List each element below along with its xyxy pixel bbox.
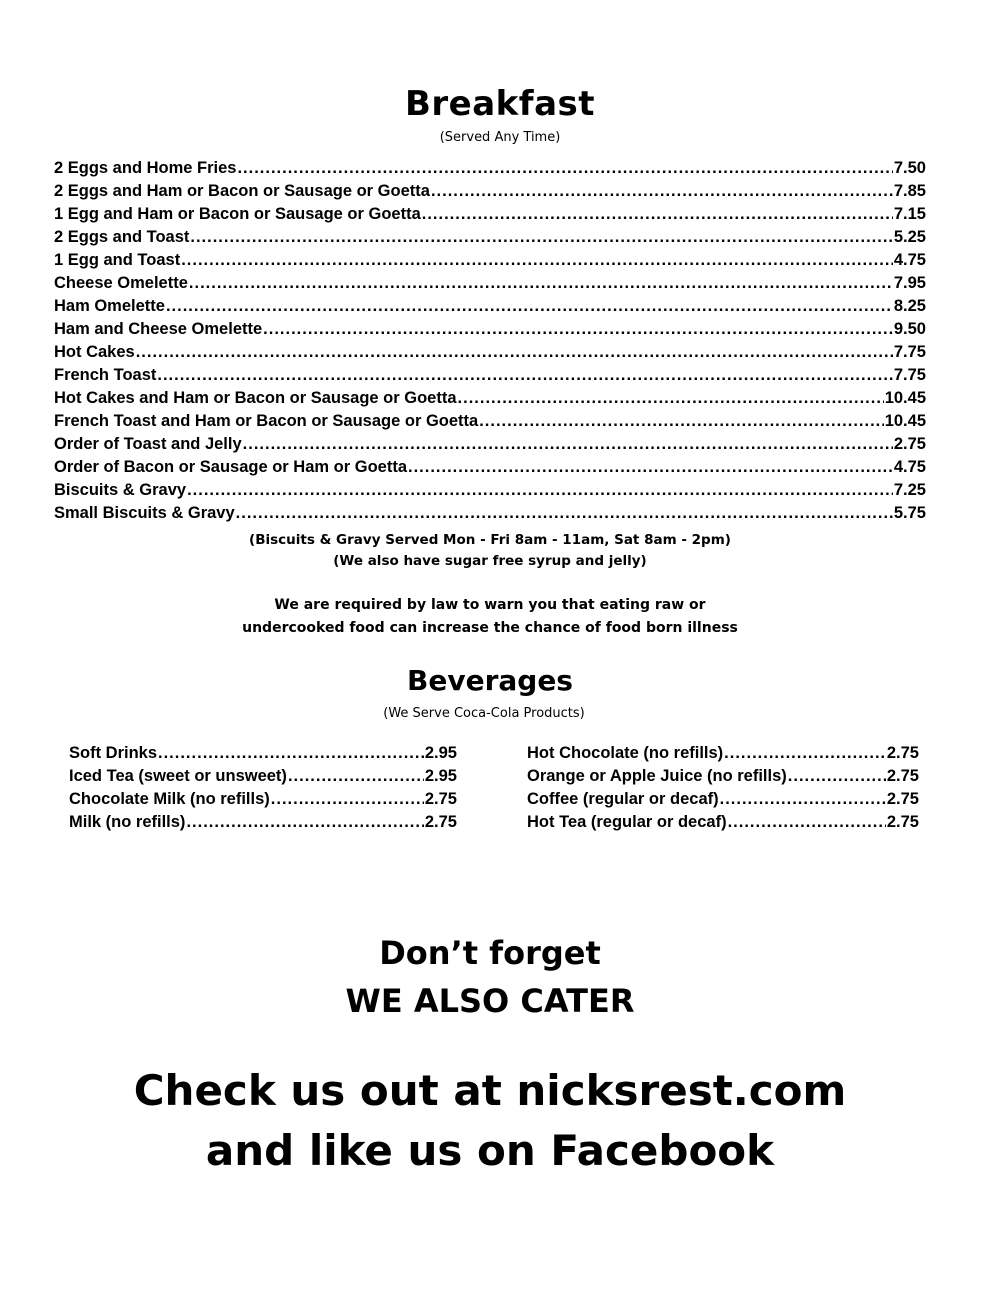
breakfast-item-row xyxy=(54,389,926,412)
item-name: Orange or Apple Juice (no refills) xyxy=(527,767,787,785)
dot-leader xyxy=(237,159,892,178)
beverage-item-row xyxy=(69,744,457,767)
item-name: Hot Tea (regular or decaf) xyxy=(527,813,727,831)
dot-leader xyxy=(157,366,892,385)
item-name: 1 Egg and Toast xyxy=(54,251,181,269)
item-price: 2.75 xyxy=(893,435,926,453)
item-price: 5.25 xyxy=(893,228,926,246)
dot-leader xyxy=(288,767,424,786)
dot-leader xyxy=(788,767,886,786)
dot-leader xyxy=(166,297,893,316)
item-name: Hot Cakes xyxy=(54,343,135,361)
breakfast-item-row xyxy=(54,412,926,435)
dot-leader xyxy=(479,412,884,431)
breakfast-subtitle: (Served Any Time) xyxy=(439,130,561,145)
item-name: French Toast xyxy=(54,366,157,384)
dot-leader xyxy=(263,320,893,339)
beverage-item-row xyxy=(527,767,919,790)
dot-leader xyxy=(720,790,886,809)
breakfast-item-row xyxy=(54,458,926,481)
item-price: 10.45 xyxy=(884,389,926,407)
item-price: 4.75 xyxy=(893,251,926,269)
item-name: 1 Egg and Ham or Bacon or Sausage or Goetta xyxy=(54,205,421,223)
item-price: 2.95 xyxy=(424,744,457,762)
item-name: Order of Bacon or Sausage or Ham or Goetta xyxy=(54,458,407,476)
food-warning-line-1: We are required by law to warn you that eating raw or xyxy=(274,597,706,613)
breakfast-item-row xyxy=(54,297,926,320)
item-name: 2 Eggs and Home Fries xyxy=(54,159,237,177)
dot-leader xyxy=(408,458,893,477)
item-name: Small Biscuits & Gravy xyxy=(54,504,235,522)
item-price: 2.75 xyxy=(424,813,457,831)
beverage-item-row xyxy=(69,813,457,836)
website-text: Check us out at nicksrest.com xyxy=(133,1066,847,1115)
breakfast-item-row xyxy=(54,320,926,343)
item-price: 2.75 xyxy=(886,744,919,762)
item-price: 9.50 xyxy=(893,320,926,338)
dot-leader xyxy=(422,205,893,224)
item-name: Order of Toast and Jelly xyxy=(54,435,242,453)
breakfast-title: Breakfast xyxy=(404,84,596,124)
breakfast-item-row xyxy=(54,205,926,228)
dot-leader xyxy=(158,744,424,763)
dot-leader xyxy=(724,744,886,763)
dot-leader xyxy=(190,228,892,247)
beverage-item-row xyxy=(527,744,919,767)
breakfast-item-row xyxy=(54,435,926,458)
beverages-subtitle: (We Serve Coca-Cola Products) xyxy=(383,706,585,721)
dot-leader xyxy=(728,813,886,832)
dot-leader xyxy=(458,389,884,408)
item-name: Ham Omelette xyxy=(54,297,165,315)
biscuits-hours-note: (Biscuits & Gravy Served Mon - Fri 8am - 11am, Sat 8am - 2pm) xyxy=(249,532,731,548)
item-name: French Toast and Ham or Bacon or Sausage or Goetta xyxy=(54,412,479,430)
breakfast-item-row xyxy=(54,228,926,251)
item-price: 7.75 xyxy=(893,366,926,384)
beverages-right-column xyxy=(527,744,919,836)
item-price: 2.95 xyxy=(424,767,457,785)
food-warning-line-2: undercooked food can increase the chance of food born illness xyxy=(242,620,738,636)
beverage-item-row xyxy=(69,767,457,790)
item-price: 2.75 xyxy=(886,790,919,808)
catering-text: WE ALSO CATER xyxy=(345,982,635,1020)
breakfast-item-row xyxy=(54,504,926,527)
item-price: 7.15 xyxy=(893,205,926,223)
dot-leader xyxy=(431,182,893,201)
item-price: 7.85 xyxy=(893,182,926,200)
dot-leader xyxy=(189,274,893,293)
dont-forget-text: Don’t forget xyxy=(379,934,601,972)
item-name: Coffee (regular or decaf) xyxy=(527,790,719,808)
beverage-item-row xyxy=(69,790,457,813)
dot-leader xyxy=(187,481,893,500)
item-price: 8.25 xyxy=(893,297,926,315)
item-price: 7.75 xyxy=(893,343,926,361)
breakfast-item-row xyxy=(54,481,926,504)
sugar-free-note: (We also have sugar free syrup and jelly) xyxy=(333,553,647,569)
dot-leader xyxy=(181,251,893,270)
item-name: Hot Chocolate (no refills) xyxy=(527,744,724,762)
beverage-item-row xyxy=(527,790,919,813)
breakfast-item-row xyxy=(54,182,926,205)
item-name: Ham and Cheese Omelette xyxy=(54,320,263,338)
beverage-item-row xyxy=(527,813,919,836)
item-price: 7.95 xyxy=(893,274,926,292)
item-price: 5.75 xyxy=(893,504,926,522)
item-name: Hot Cakes and Ham or Bacon or Sausage or Goetta xyxy=(54,389,457,407)
dot-leader xyxy=(136,343,893,362)
beverages-left-column xyxy=(69,744,457,836)
dot-leader xyxy=(243,435,893,454)
item-name: Iced Tea (sweet or unsweet) xyxy=(69,767,287,785)
breakfast-item-row xyxy=(54,251,926,274)
item-price: 2.75 xyxy=(886,813,919,831)
dot-leader xyxy=(186,813,423,832)
item-price: 4.75 xyxy=(893,458,926,476)
breakfast-item-row xyxy=(54,274,926,297)
item-name: Biscuits & Gravy xyxy=(54,481,187,499)
item-name: 2 Eggs and Ham or Bacon or Sausage or Goetta xyxy=(54,182,430,200)
item-price: 7.50 xyxy=(893,159,926,177)
item-price: 2.75 xyxy=(424,790,457,808)
breakfast-item-row xyxy=(54,343,926,366)
item-price: 2.75 xyxy=(886,767,919,785)
item-name: Cheese Omelette xyxy=(54,274,188,292)
breakfast-menu-list xyxy=(54,159,926,527)
dot-leader xyxy=(236,504,893,523)
dot-leader xyxy=(271,790,424,809)
item-name: Soft Drinks xyxy=(69,744,158,762)
breakfast-item-row xyxy=(54,159,926,182)
breakfast-item-row xyxy=(54,366,926,389)
item-name: Milk (no refills) xyxy=(69,813,186,831)
item-name: Chocolate Milk (no refills) xyxy=(69,790,270,808)
item-name: 2 Eggs and Toast xyxy=(54,228,190,246)
facebook-text: and like us on Facebook xyxy=(205,1126,775,1175)
beverages-title: Beverages xyxy=(407,664,573,697)
item-price: 10.45 xyxy=(884,412,926,430)
item-price: 7.25 xyxy=(893,481,926,499)
